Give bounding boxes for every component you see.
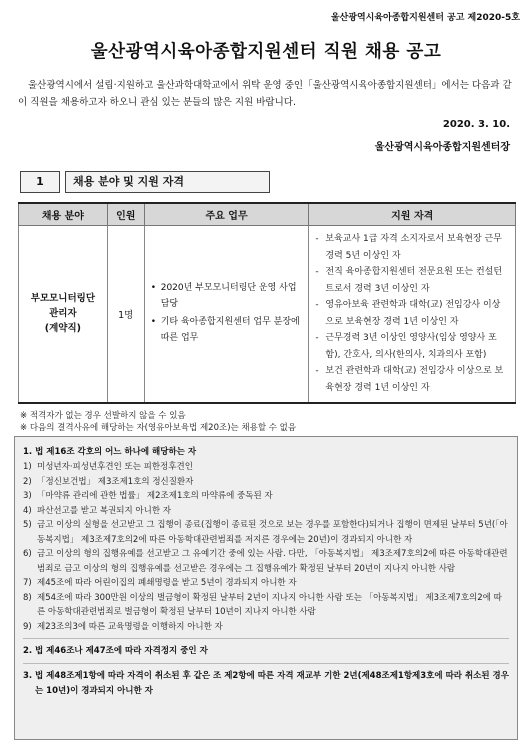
note-line: ※ 다음의 결격사유에 해당하는 자(영유아보육법 제20조)는 채용할 수 없음 bbox=[20, 423, 297, 433]
qualifications-cell bbox=[309, 225, 516, 403]
disqualification-item: 8) 제54조에 따라 300만원 이상의 벌금형이 확정된 날부터 2년이 지나지 아니한 사람 또는 「아동복지법」 제3조제7호의2에 따른 아동학대관련범죄로 벌금형이 확정된 날부터 10년이 지나지 아니한 사람 bbox=[23, 592, 502, 617]
announcement-date: 2020. 3. 10. bbox=[442, 119, 510, 130]
disqualification-item: 6) 금고 이상의 형의 집행유예를 선고받고 그 유예기간 중에 있는 사람. 다만, 「아동복지법」 제3조제7호의2에 따른 아동학대관련범죄로 금고 이상의 형의 집행유예를 선고받은 경우에는 그 집행유예가 확정된 날부터 20년이 지나지 아니한 사람 bbox=[23, 549, 508, 574]
disqualification-item: 2) 「정신보건법」 제3조제1호의 정신질환자 bbox=[23, 476, 194, 487]
qualification-item: - 근무경력 3년 이상인 영양사(임상 영양사 포함), 간호사, 의사(한의사, 치과의사 포함) bbox=[313, 330, 509, 363]
qualification-item: - 전직 육아종합지원센터 전문요원 또는 컨설턴트로서 경력 3년 이상인 자 bbox=[313, 264, 509, 297]
disqualification-heading: 1. 법 제16조 각호의 어느 하나에 해당하는 자 bbox=[23, 447, 197, 457]
duty-item: • 기타 육아종합지원센터 업무 분장에 따른 업무 bbox=[149, 314, 303, 346]
header-duties: 주요 업무 bbox=[144, 203, 309, 225]
disqualification-heading: 2. 법 제46조나 제47조에 따라 자격정지 중인 자 bbox=[23, 646, 208, 656]
field-line: 관리자 bbox=[49, 308, 77, 320]
document-number: 울산광역시육아종합지원센터 공고 제2020-5호 bbox=[330, 13, 520, 23]
disqualification-item: 9) 제23조의3에 따른 교육명령을 이행하지 아니한 자 bbox=[23, 621, 223, 632]
qualification-item: - 보육교사 1급 자격 소지자로서 보육현장 근무 경력 5년 이상인 자 bbox=[313, 231, 509, 264]
page-title: 울산광역시육아종합지원센터 직원 채용 공고 bbox=[90, 42, 442, 62]
section-title: 채용 분야 및 지원 자격 bbox=[65, 171, 270, 193]
divider bbox=[23, 638, 509, 639]
recruitment-table bbox=[18, 202, 516, 404]
divider bbox=[23, 663, 509, 664]
disqualification-item: 7) 제45조에 따라 어린이집의 폐쇄명령을 받고 5년이 경과되지 아니한 자 bbox=[23, 578, 297, 588]
disqualification-item: 1) 미성년자·피성년후견인 또는 피한정후견인 bbox=[23, 462, 193, 472]
table-header-row bbox=[19, 203, 516, 225]
qualification-item: - 영유아보육 관련학과 대학(교) 전임강사 이상으로 보육현장 경력 1년 이상인 자 bbox=[313, 297, 509, 330]
duties-cell bbox=[144, 225, 309, 403]
qualification-item: - 보건 관련학과 대학(교) 전임강사 이상으로 보육현장 경력 1년 이상인 자 bbox=[313, 363, 509, 396]
disqualification-item: 5) 금고 이상의 실형을 선고받고 그 집행이 종료(집행이 종료된 것으로 보는 경우를 포함한다)되거나 집행이 면제된 날부터 5년(「아동복지법」 제3조제7호의2에 따른 아동학대관련범죄를 저지른 경우에는 20년)이 경과되지 아니한 자 bbox=[23, 520, 508, 545]
disqualification-heading: 3. 법 제48조제1항에 따라 자격이 취소된 후 같은 조 제2항에 따른 자격 재교부 기한 2년(제48조제1항제3호에 따라 취소된 경우는 10년)이 경과되지 아니한 자 bbox=[23, 671, 509, 696]
field-line: 부모모니터링단 bbox=[30, 293, 96, 305]
intro-paragraph: 울산광역시에서 설립·지원하고 울산과학대학교에서 위탁 운영 중인「울산광역시육아종합지원센터」에서는 다음과 같이 직원을 채용하고자 하오니 관심 있는 분들의 많은 지원 바랍니다. bbox=[18, 80, 512, 108]
header-count: 인원 bbox=[107, 203, 144, 225]
disqualification-box bbox=[14, 436, 518, 740]
header-field: 채용 분야 bbox=[19, 203, 108, 225]
section-number: 1 bbox=[20, 171, 60, 193]
header-qualifications: 지원 자격 bbox=[309, 203, 516, 225]
duty-item: • 2020년 부모모니터링단 운영 사업 담당 bbox=[149, 280, 303, 312]
issuing-organization: 울산광역시육아종합지원센터장 bbox=[374, 142, 510, 153]
table-row bbox=[19, 225, 516, 403]
note-line: ※ 적격자가 없는 경우 선발하지 않을 수 있음 bbox=[20, 411, 186, 421]
headcount-cell: 1명 bbox=[107, 225, 144, 403]
recruit-field-cell bbox=[19, 225, 108, 403]
field-line: (계약직) bbox=[44, 323, 81, 335]
disqualification-item: 3) 「마약류 관리에 관한 법률」 제2조제1호의 마약류에 중독된 자 bbox=[23, 491, 273, 501]
disqualification-item: 4) 파산선고를 받고 복권되지 아니한 자 bbox=[23, 505, 171, 516]
